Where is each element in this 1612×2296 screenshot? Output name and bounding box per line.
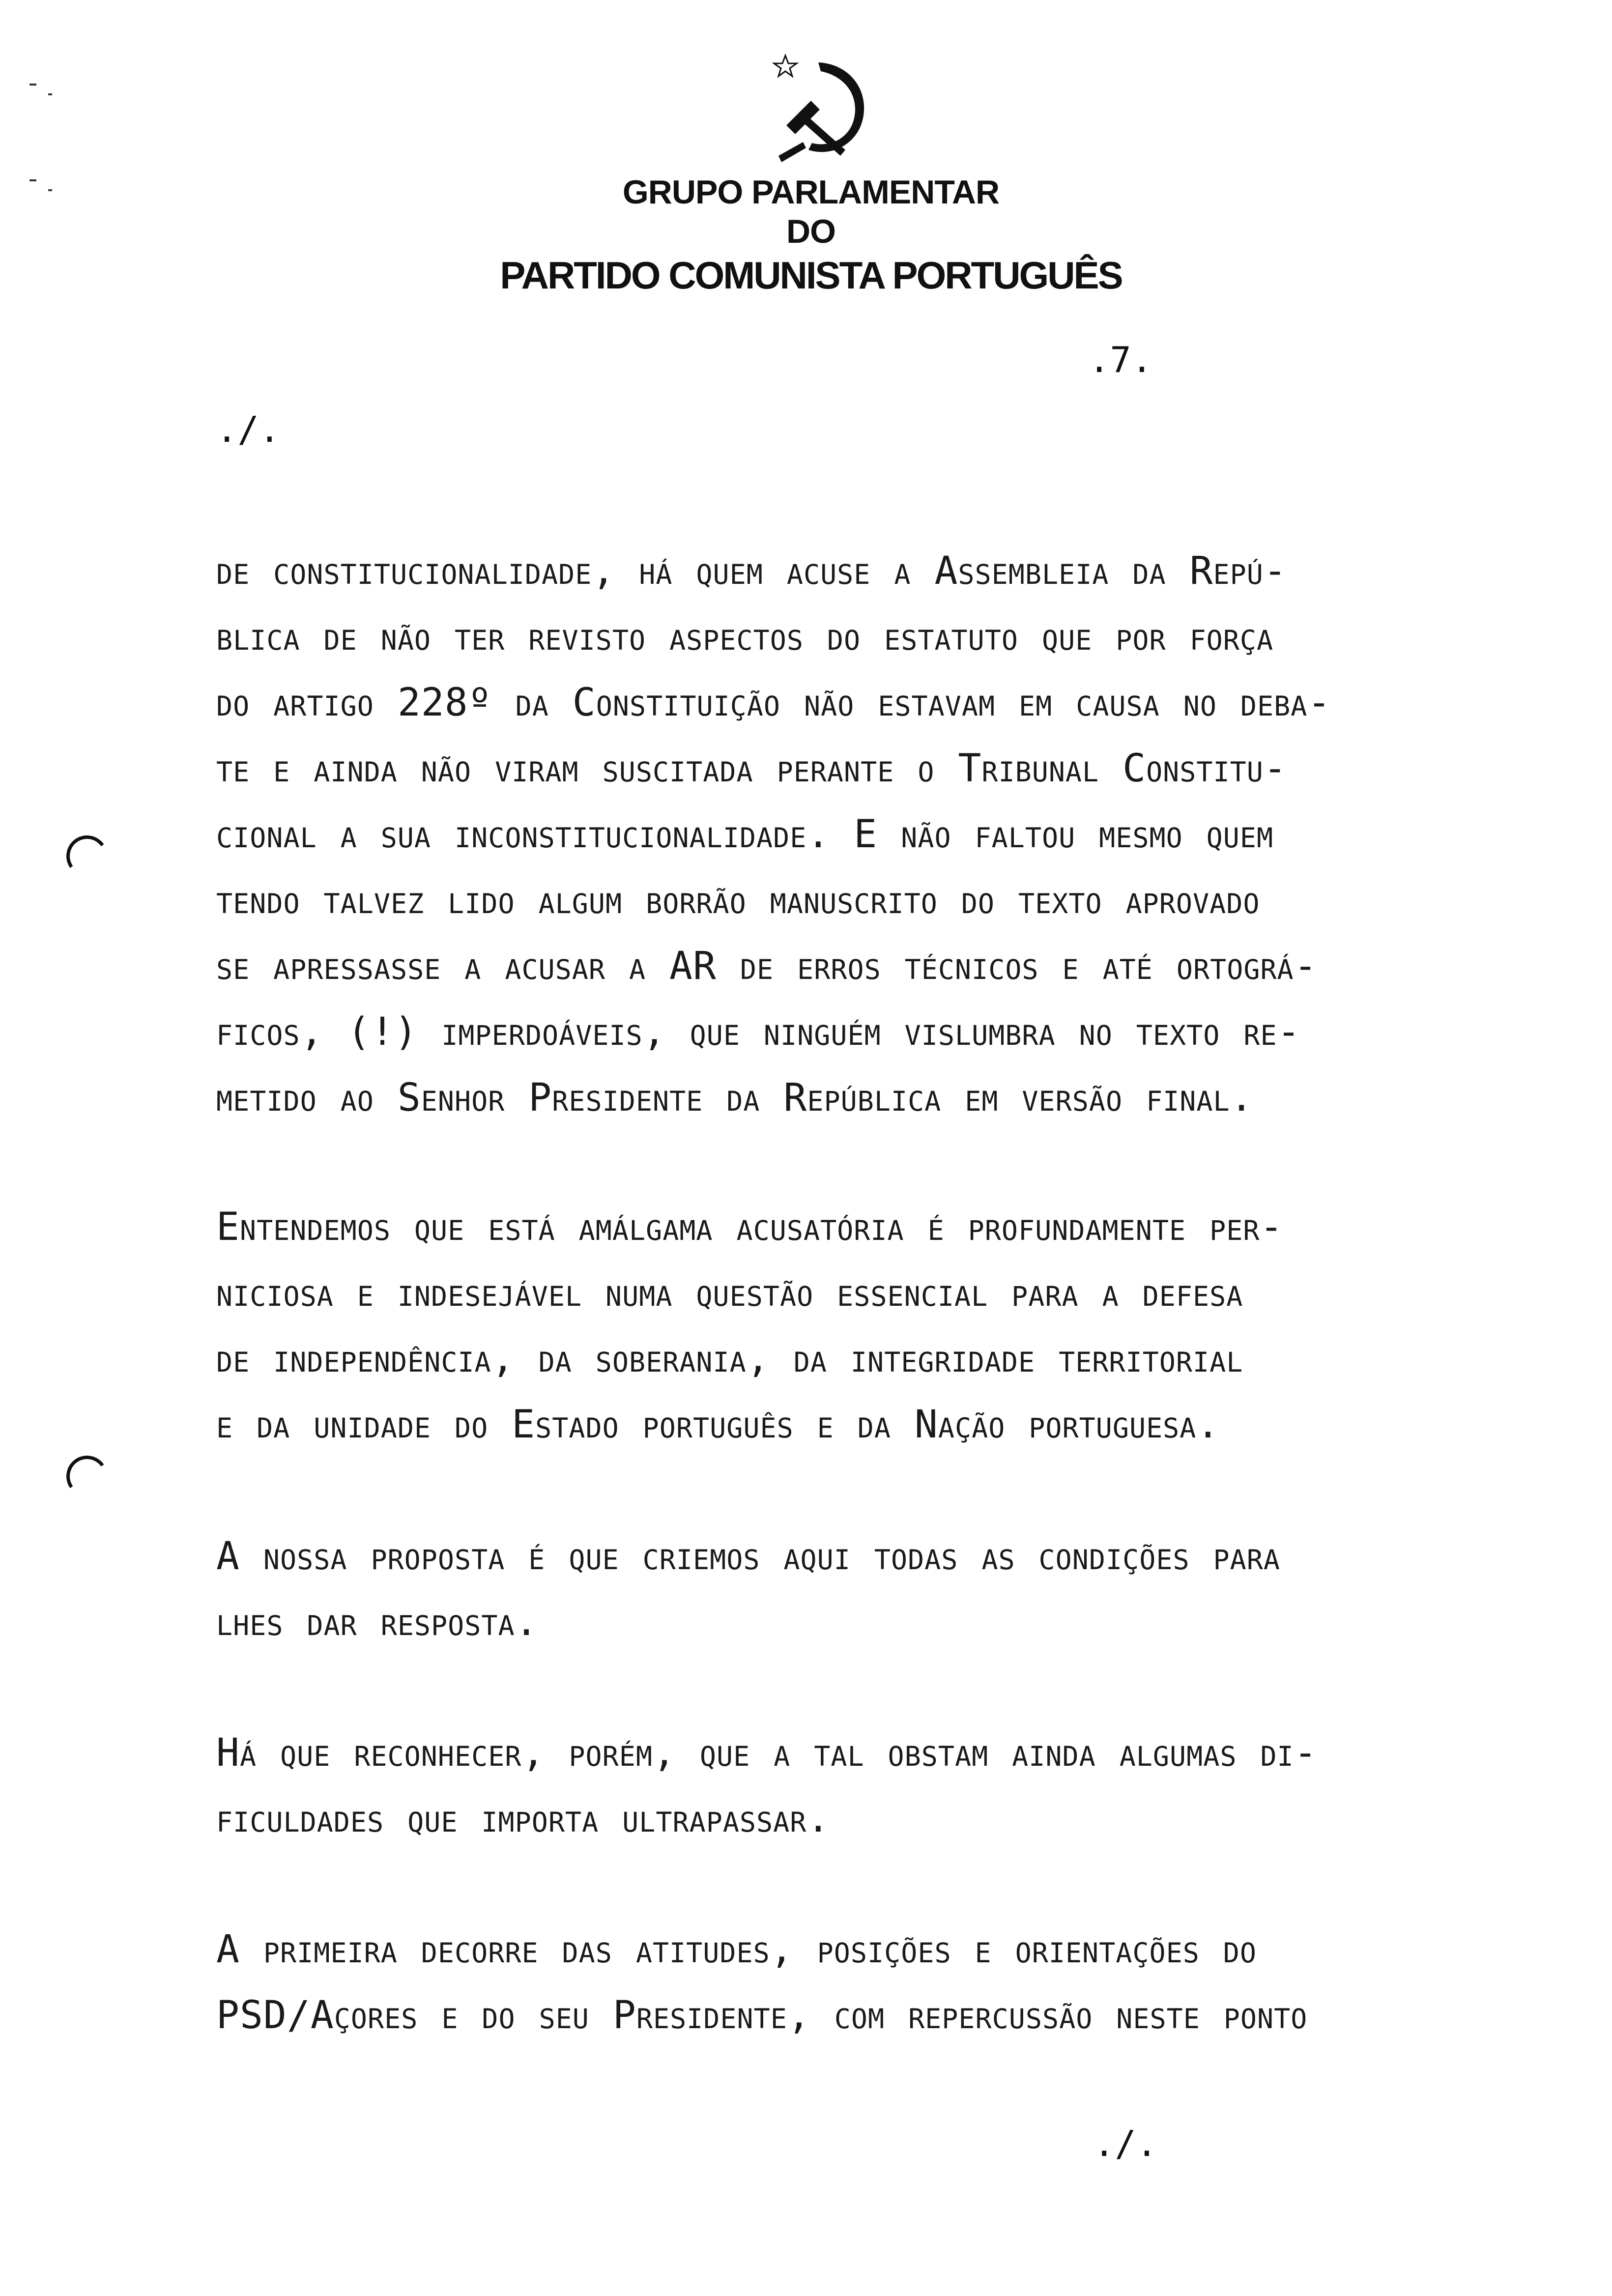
scan-speck (29, 84, 36, 86)
text-line: Entendemos que está amálgama acusatória é profundamente per- (216, 1205, 1284, 1249)
header-connector: DO (786, 213, 835, 250)
text-line: de independência, da soberania, da integridade territorial (216, 1337, 1243, 1381)
text-line: blica de não ter revisto aspectos do estatuto que por força (216, 615, 1274, 659)
text-line: de constitucionalidade, há quem acuse a Assembleia da Repú- (216, 549, 1287, 593)
text-line: A primeira decorre das atitudes, posições e orientações do (216, 1927, 1257, 1972)
text-line: do artigo 228º da Constituição não estavam em causa no deba- (216, 681, 1331, 725)
paragraph-2 (216, 1194, 1435, 1458)
hole-punch-mark (63, 832, 111, 880)
text-line: ficuldades que importa ultrapassar. (216, 1797, 831, 1841)
paragraph-4 (216, 1720, 1435, 1852)
text-line: niciosa e indesejável numa questão essencial para a defesa (216, 1271, 1243, 1315)
continuation-mark-bottom: ./. (1094, 2123, 1158, 2164)
paragraph-3 (216, 1523, 1435, 1655)
text-line: Há que reconhecer, porém, que a tal obstam ainda algumas di- (216, 1731, 1318, 1775)
text-line: lhes dar resposta. (216, 1600, 539, 1644)
text-line: A nossa proposta é que criemos aqui todas as condições para (216, 1534, 1280, 1578)
scan-speck (48, 93, 52, 95)
hole-punch-mark (63, 1452, 111, 1500)
paragraph-5 (216, 1917, 1435, 2048)
text-line: te e ainda não viram suscitada perante o Tribunal Constitu- (216, 746, 1287, 791)
header-party-name: PARTIDO COMUNISTA PORTUGUÊS (500, 254, 1122, 297)
text-line: tendo talvez lido algum borrão manuscrito do texto aprovado (216, 878, 1260, 922)
text-line: ficos, (!) imperdoáveis, que ninguém vislumbra no texto re- (216, 1010, 1301, 1054)
text-line: e da unidade do Estado português e da Nação portuguesa. (216, 1403, 1220, 1447)
text-line: se apressasse a acusar a AR de erros técnicos e até ortográ- (216, 944, 1318, 988)
text-line: PSD/Açores e do seu Presidente, com repercussão neste ponto (216, 1993, 1308, 2038)
text-line: cional a sua inconstitucionalidade. E não faltou mesmo quem (216, 812, 1274, 857)
hammer-and-sickle-star-logo (772, 52, 880, 165)
header-group-label: GRUPO PARLAMENTAR (622, 173, 1000, 211)
continuation-mark-top: ./. (216, 409, 281, 450)
paragraph-1 (216, 538, 1435, 1131)
page-number: .7. (1089, 339, 1153, 380)
text-line: metido ao Senhor Presidente da República em versão final. (216, 1076, 1254, 1120)
